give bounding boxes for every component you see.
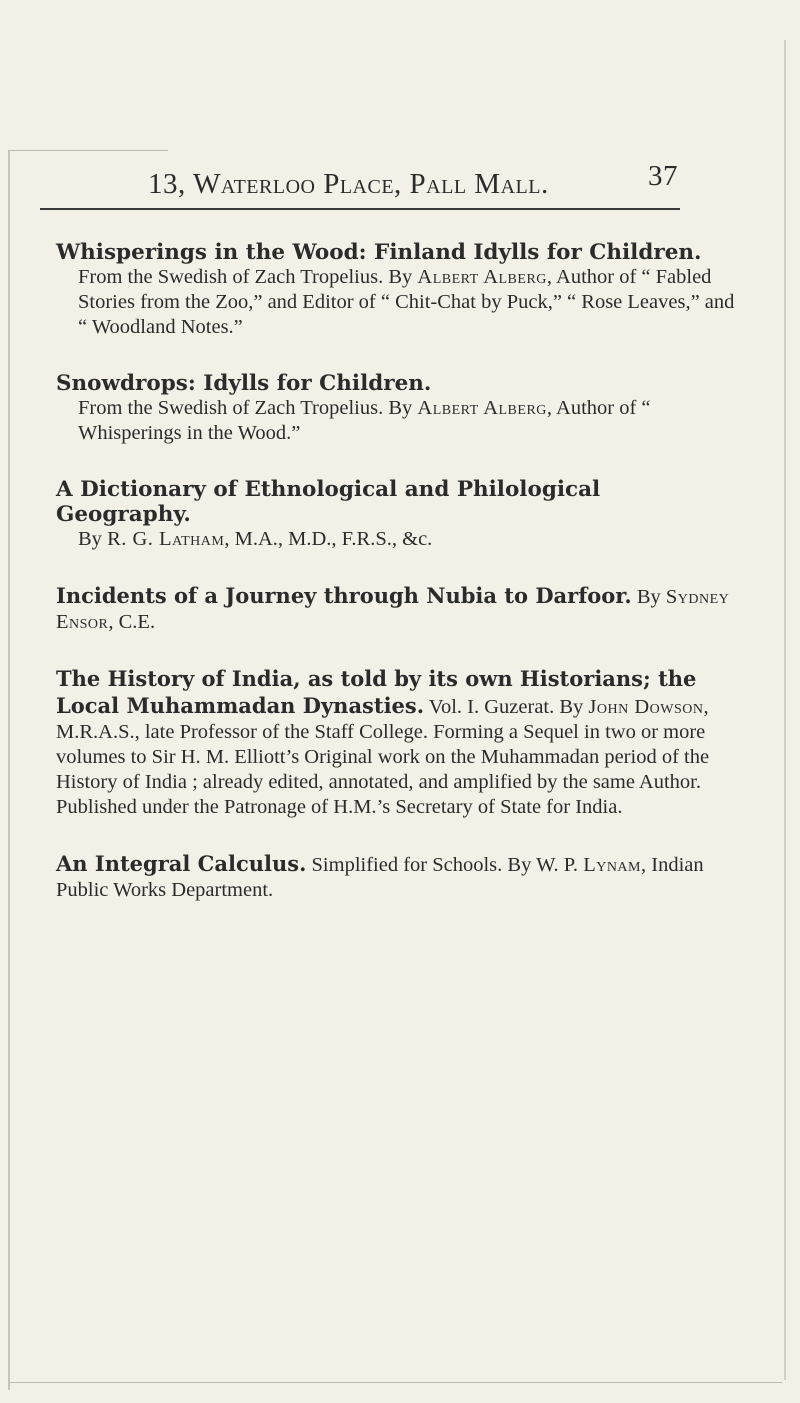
entry-title: Snowdrops: Idylls for Children. <box>56 371 432 396</box>
page-edge-top <box>8 150 168 151</box>
catalogue-entry <box>56 851 736 903</box>
catalogue-entry <box>56 583 736 635</box>
page-edge-left <box>8 150 10 1390</box>
catalogue-entry <box>56 371 736 446</box>
catalogue-entry <box>56 477 736 552</box>
entry-title: An Integral Calculus. <box>56 851 307 876</box>
entry-title: A Dictionary of Ethnological and Philological Geography. <box>56 477 601 527</box>
entry-author: John Dowson <box>588 696 704 718</box>
entry-description: An Integral Calculus. Simplified for Schools. By W. P. Lynam, Indian Public Works Department. <box>56 851 704 901</box>
page-edge-right <box>784 40 786 1380</box>
entry-author: Albert Alberg <box>417 266 547 288</box>
entry-description: Incidents of a Journey through Nubia to Darfoor. By Sydney Ensor, C.E. <box>56 583 730 633</box>
entry-description: From the Swedish of Zach Tropelius. By Albert Alberg, Author of “ Fabled Stories from the Zoo,” and Editor of “ Chit-Chat by Puck,” “ Rose Leaves,” and “ Woodland Notes.” <box>78 266 735 338</box>
entry-author: Lynam <box>583 854 641 876</box>
entry-title: Whisperings in the Wood: Finland Idylls for Children. <box>56 240 702 265</box>
entry-title: The History of India, as told by its own Historians; the Local Muhammadan Dynasties. <box>56 666 697 718</box>
entry-author: Albert Alberg <box>417 397 547 419</box>
entry-description: The History of India, as told by its own Historians; the Local Muhammadan Dynasties. Vol. I. Guzerat. By John Dowson, M.R.A.S., late Professor of the Staff College. Forming a Sequel in two or more volumes to Sir H. M. Elliott’s Original work on the Muhammadan period of the History of India ; already edited, annotated, and amplified by the same Author. Published under the Patronage of H.M.’s Secretary of State for India. <box>56 666 710 818</box>
entry-author: R. G. Latham <box>107 528 225 550</box>
entry-description: By R. G. Latham, M.A., M.D., F.R.S., &c. <box>78 528 433 550</box>
entry-title: Incidents of a Journey through Nubia to Darfoor. <box>56 583 632 608</box>
entry-description: From the Swedish of Zach Tropelius. By Albert Alberg, Author of “ Whisperings in the Wood.” <box>78 397 651 444</box>
entry-author: Sydney Ensor <box>56 586 730 633</box>
page-edge-bottom <box>10 1382 782 1383</box>
running-header <box>148 160 678 201</box>
catalogue-entry <box>56 666 736 820</box>
catalogue-entry <box>56 240 736 340</box>
header-rule <box>40 208 680 210</box>
catalogue-entries <box>56 240 736 934</box>
page-number: 37 <box>648 160 678 192</box>
publisher-address: 13, Waterloo Place, Pall Mall. <box>148 168 549 200</box>
